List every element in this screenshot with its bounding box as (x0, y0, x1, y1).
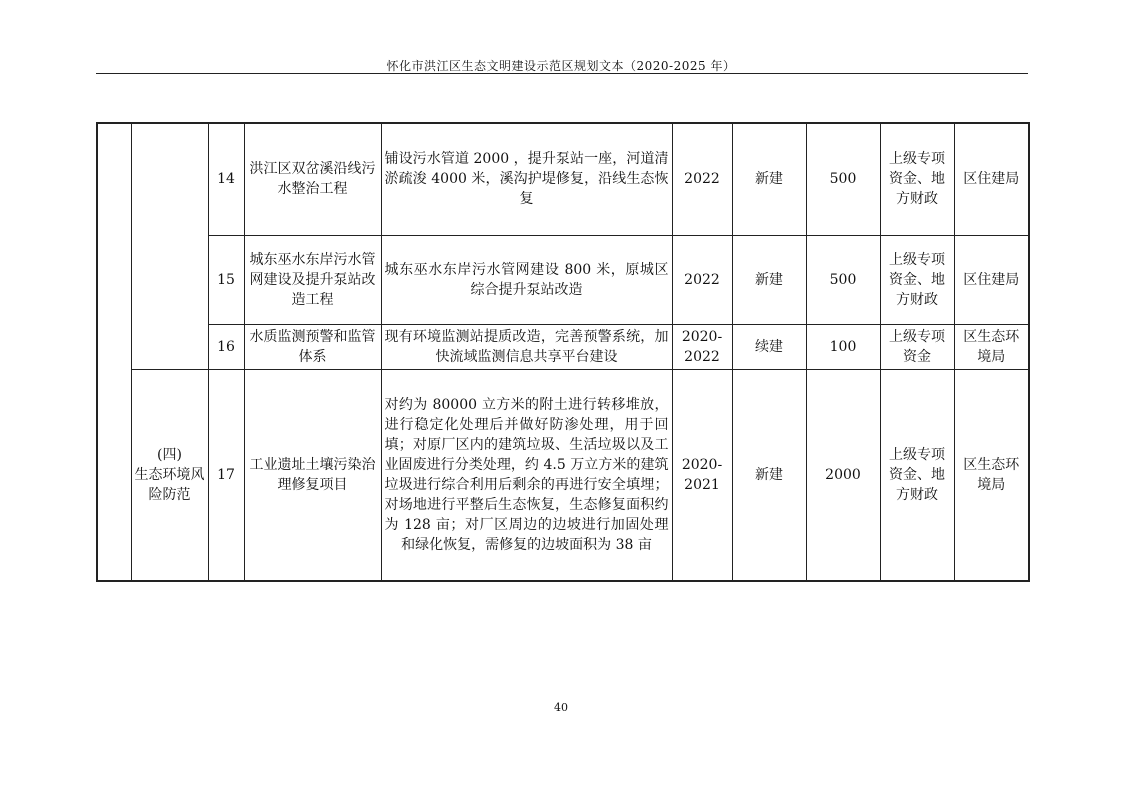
page-number: 40 (554, 701, 568, 714)
project-content: 对约为 80000 立方米的附土进行转移堆放，进行稳定化处理后并做好防渗处理，用于回填；对原厂区内的建筑垃圾、生活垃圾以及工业固废进行分类处理，约 4.5 万立方米的建筑垃圾进行综合利用后剩余的再进行安全填埋；对场地进行平整后生态恢复，生态修复面积约为 128 亩；对厂区周边的边坡进行加固处理和绿化恢复，需修复的边坡面积为 38 亩 (384, 396, 669, 553)
project-investment: 2000 (806, 369, 880, 581)
project-year: 2020-2021 (672, 369, 732, 581)
project-year: 2020-2022 (672, 324, 732, 369)
project-number: 15 (208, 235, 244, 324)
project-type: 新建 (732, 235, 806, 324)
project-number: 14 (208, 123, 244, 235)
project-type: 新建 (732, 123, 806, 235)
category-label: 生态环境风险防范 (134, 466, 205, 503)
project-table (96, 122, 1030, 582)
project-name: 工业遗址土壤污染治理修复项目 (244, 369, 381, 581)
category-number: (四) (157, 446, 182, 463)
header-rule (96, 73, 1028, 74)
project-content-cell (381, 324, 672, 369)
project-number: 16 (208, 324, 244, 369)
project-funding: 上级专项资金、地方财政 (880, 369, 954, 581)
table-row (97, 235, 1029, 324)
project-name: 水质监测预警和监管体系 (244, 324, 381, 369)
project-content-cell (381, 235, 672, 324)
category-cell-empty (131, 123, 208, 369)
table-row (97, 369, 1029, 581)
project-type: 续建 (732, 324, 806, 369)
project-investment: 500 (806, 235, 880, 324)
project-content-cell (381, 369, 672, 581)
project-year: 2022 (672, 123, 732, 235)
empty-column-cell (97, 123, 131, 581)
project-funding: 上级专项资金、地方财政 (880, 235, 954, 324)
project-content: 现有环境监测站提质改造，完善预警系统，加快流域监测信息共享平台建设 (384, 328, 669, 365)
project-name: 洪江区双岔溪沿线污水整治工程 (244, 123, 381, 235)
project-name: 城东巫水东岸污水管网建设及提升泵站改造工程 (244, 235, 381, 324)
project-investment: 100 (806, 324, 880, 369)
table-row (97, 123, 1029, 235)
project-investment: 500 (806, 123, 880, 235)
project-dept: 区住建局 (954, 235, 1029, 324)
project-content: 铺设污水管道 2000 ，提升泵站一座，河道清淤疏浚 4000 米，溪沟护堤修复，沿线生态恢复 (384, 151, 669, 208)
project-content: 城东巫水东岸污水管网建设 800 米，原城区综合提升泵站改造 (384, 261, 669, 298)
project-funding: 上级专项资金、地方财政 (880, 123, 954, 235)
project-content-cell (381, 123, 672, 235)
table-row (97, 324, 1029, 369)
project-dept: 区住建局 (954, 123, 1029, 235)
project-type: 新建 (732, 369, 806, 581)
project-dept: 区生态环境局 (954, 369, 1029, 581)
project-dept: 区生态环境局 (954, 324, 1029, 369)
project-funding: 上级专项资金 (880, 324, 954, 369)
category-cell (131, 369, 208, 581)
project-number: 17 (208, 369, 244, 581)
page-header: 怀化市洪江区生态文明建设示范区规划文本（2020-2025 年） (386, 59, 736, 73)
project-year: 2022 (672, 235, 732, 324)
